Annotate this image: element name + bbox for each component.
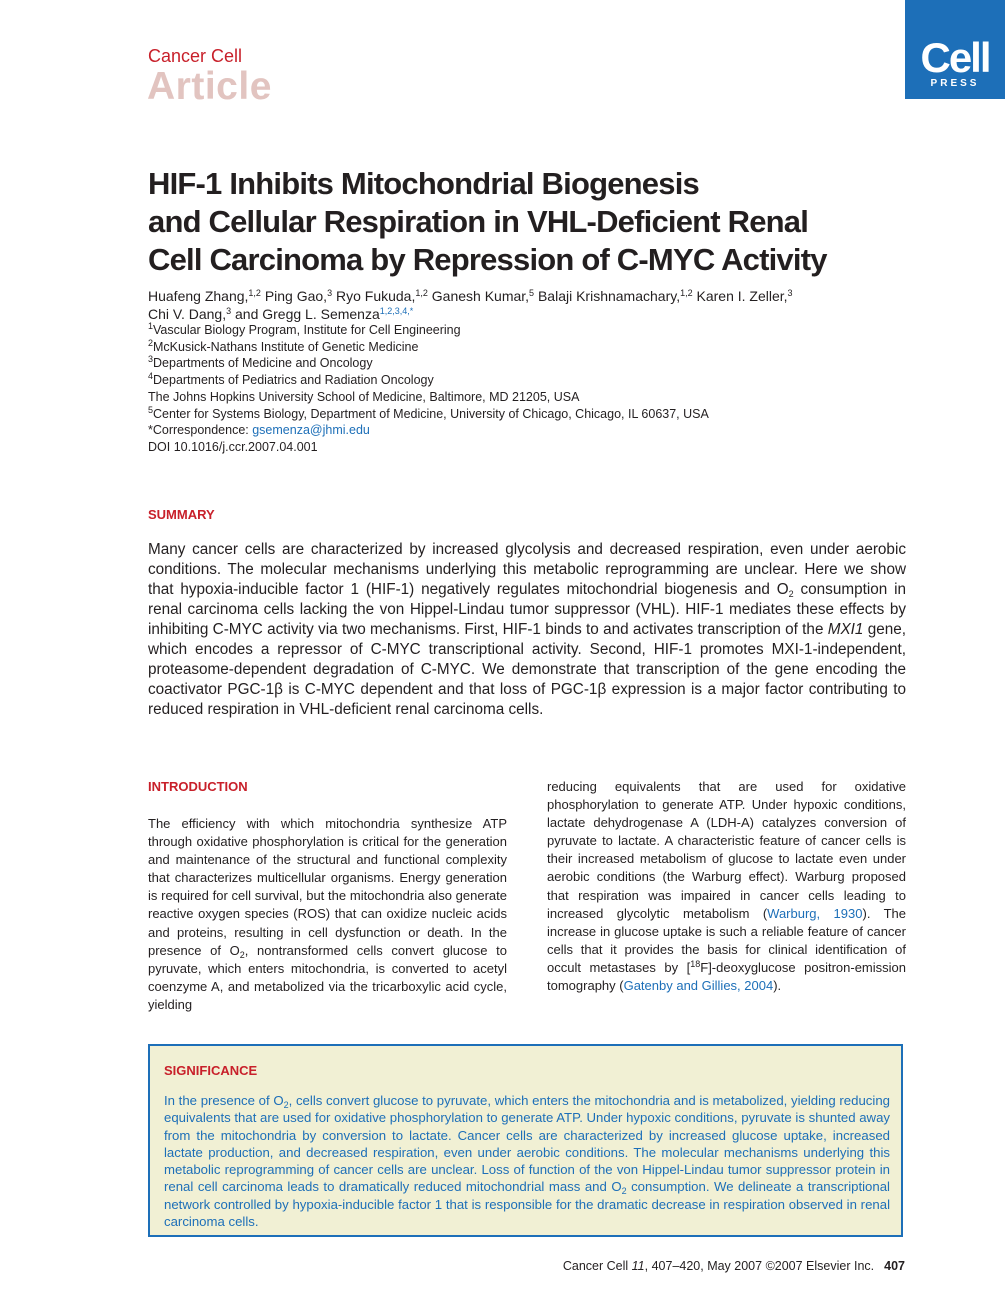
- summary-heading: SUMMARY: [148, 507, 215, 522]
- significance-text: In the presence of $O_2$, cells convert glucose to pyruvate, which enters the mitochondria and is metabolized, yielding reducing equivalents that are used for oxidative phosphorylation to generate ATP. Under hypoxic conditions, pyruvate is shunted away from the mitochondria by conversion to lactate. Cancer cells are characterized by increased glucose uptake, increased lactate production, and decreased respiration, even under aerobic conditions. The molecular mechanisms underlying this metabolic reprogramming of cancer cells are unclear. Loss of function of the von Hippel-Lindau tumor suppressor protein in renal cell carcinoma leads to dramatically reduced mitochondrial mass and $O_2$ consumption. We delineate a transcriptional network controlled by hypoxia-inducible factor 1 that is responsible for the dramatic decrease in respiration observed in renal carcinoma cells.: [164, 1093, 891, 1230]
- author-line-2: [148, 305, 908, 323]
- author-list: [148, 287, 908, 323]
- corresponding-author: and Gregg L. Semenza: [235, 306, 380, 322]
- author: Ganesh Kumar,: [431, 288, 530, 304]
- author: Balaji Krishnamachary,: [537, 288, 681, 304]
- author-affiliation-mark: 3: [787, 288, 793, 298]
- author: Chi V. Dang,: [148, 306, 227, 322]
- introduction-heading: INTRODUCTION: [148, 779, 248, 794]
- author: Huafeng Zhang,: [148, 288, 249, 304]
- logo-press: PRESS: [930, 78, 980, 89]
- reference-link-warburg[interactable]: Warburg, 1930: [767, 905, 863, 921]
- author-affiliation-mark[interactable]: 1,2,3,4,*: [379, 306, 414, 316]
- author-affiliation-mark: 1,2: [248, 288, 261, 298]
- author-affiliation-mark: 1,2: [680, 288, 693, 298]
- affiliation: $^1$Vascular Biology Program, Institute for Cell Engineering: [148, 321, 461, 337]
- affiliation: $^3$Departments of Medicine and Oncology: [148, 354, 373, 371]
- author: Ryo Fukuda,: [335, 288, 416, 304]
- article-title: HIF-1 Inhibits Mitochondrial Biogenesis and Cellular Respiration in VHL-Deficient Renal Cell Carcinoma by Repression of C-MYC Activity: [148, 166, 827, 277]
- introduction-column-1: The efficiency with which mitochondria synthesize ATP through oxidative phosphorylation is critical for the generation and maintenance of the structural and functional complexity that characterizes multicellular organisms. Energy generation is required for cell survival, but the mitochondria also generate reactive oxygen species (ROS) that can oxidize nucleic acids and proteins, resulting in cell dysfunction or death. In the presence of $O_2$, nontransformed cells convert glucose to pyruvate, which enters mitochondria, is converted to acetyl coenzyme A, and metabolized via the tricarboxylic acid cycle, yielding: [148, 816, 507, 1012]
- significance-box: [148, 1044, 903, 1237]
- gene-name: MXI1: [827, 621, 864, 638]
- introduction-column-2: reducing equivalents that are used for oxidative phosphorylation to generate ATP. Under hypoxic conditions, lactate dehydrogenase A (LDH-A) catalyzes conversion of pyruvate to lactate. A characteristic feature of cancer cells is their increased metabolism of glucose to lactate even under aerobic conditions (the Warburg effect). Warburg proposed that respiration was impaired in cancer cells leading to increased glycolytic metabolism (Warburg, 1930). The increase in glucose uptake is such a reliable feature of cancer cells that it provides the basis for clinical identification of occult metastases by [$^{18}$F]-deoxyglucose positron-emission tomography (Gatenby and Gillies, 2004).: [547, 779, 907, 994]
- logo-word: Cell: [920, 34, 990, 81]
- author-affiliation-mark: 1,2: [415, 288, 428, 298]
- affiliation: $^5$Center for Systems Biology, Department of Medicine, University of Chicago, Chicago, IL 60637, USA: [148, 404, 709, 421]
- reference-link-gatenby[interactable]: Gatenby and Gillies, 2004: [623, 978, 774, 994]
- journal-name: Cancer Cell: [148, 46, 243, 66]
- author-affiliation-mark: 3: [226, 306, 232, 316]
- affiliation: $^2$McKusick-Nathans Institute of Genetic Medicine: [148, 337, 419, 354]
- affiliation: $^4$Departments of Pediatrics and Radiation Oncology: [148, 371, 434, 388]
- volume: 11: [631, 1259, 645, 1273]
- affiliation: The Johns Hopkins University School of Medicine, Baltimore, MD 21205, USA: [148, 389, 580, 404]
- author: Karen I. Zeller,: [696, 288, 788, 304]
- article-type: Article: [147, 65, 272, 108]
- affiliations: [148, 322, 908, 456]
- summary-text: Many cancer cells are characterized by increased glycolysis and decreased respiration, even under aerobic conditions. The molecular mechanisms underlying this metabolic reprogramming are unclear. Here we show that hypoxia-inducible factor 1 (HIF-1) negatively regulates mitochondrial biogenesis and $O_2$ consumption in renal carcinoma cells lacking the von Hippel-Lindau tumor suppressor (VHL). HIF-1 mediates these effects by inhibiting C-MYC activity via two mechanisms. First, HIF-1 binds to and activates transcription of the MXI1 gene, which encodes a repressor of C-MYC transcriptional activity. Second, HIF-1 promotes MXI-1-independent, proteasome-dependent degradation of C-MYC. We demonstrate that transcription of the gene encoding the coactivator PGC-1β is C-MYC dependent and that loss of PGC-1β expression is a major factor contributing to reduced respiration in VHL-deficient renal carcinoma cells.: [148, 541, 906, 718]
- author-line-1: [148, 287, 908, 305]
- correspondence-email-link[interactable]: gsemenza@jhmi.edu: [252, 423, 370, 438]
- author: Ping Gao,: [264, 288, 328, 304]
- page-number: 407: [884, 1259, 905, 1273]
- author-affiliation-mark: 5: [529, 288, 535, 298]
- author-affiliation-mark: 3: [327, 288, 333, 298]
- correspondence: *Correspondence: gsemenza@jhmi.edu: [148, 423, 370, 438]
- significance-heading: SIGNIFICANCE: [164, 1063, 258, 1078]
- page-footer: Cancer Cell 11, 407–420, May 2007 ©2007 Elsevier Inc. 407: [562, 1259, 905, 1273]
- doi: DOI 10.1016/j.ccr.2007.04.001: [148, 439, 318, 454]
- cell-press-logo: [905, 0, 1005, 99]
